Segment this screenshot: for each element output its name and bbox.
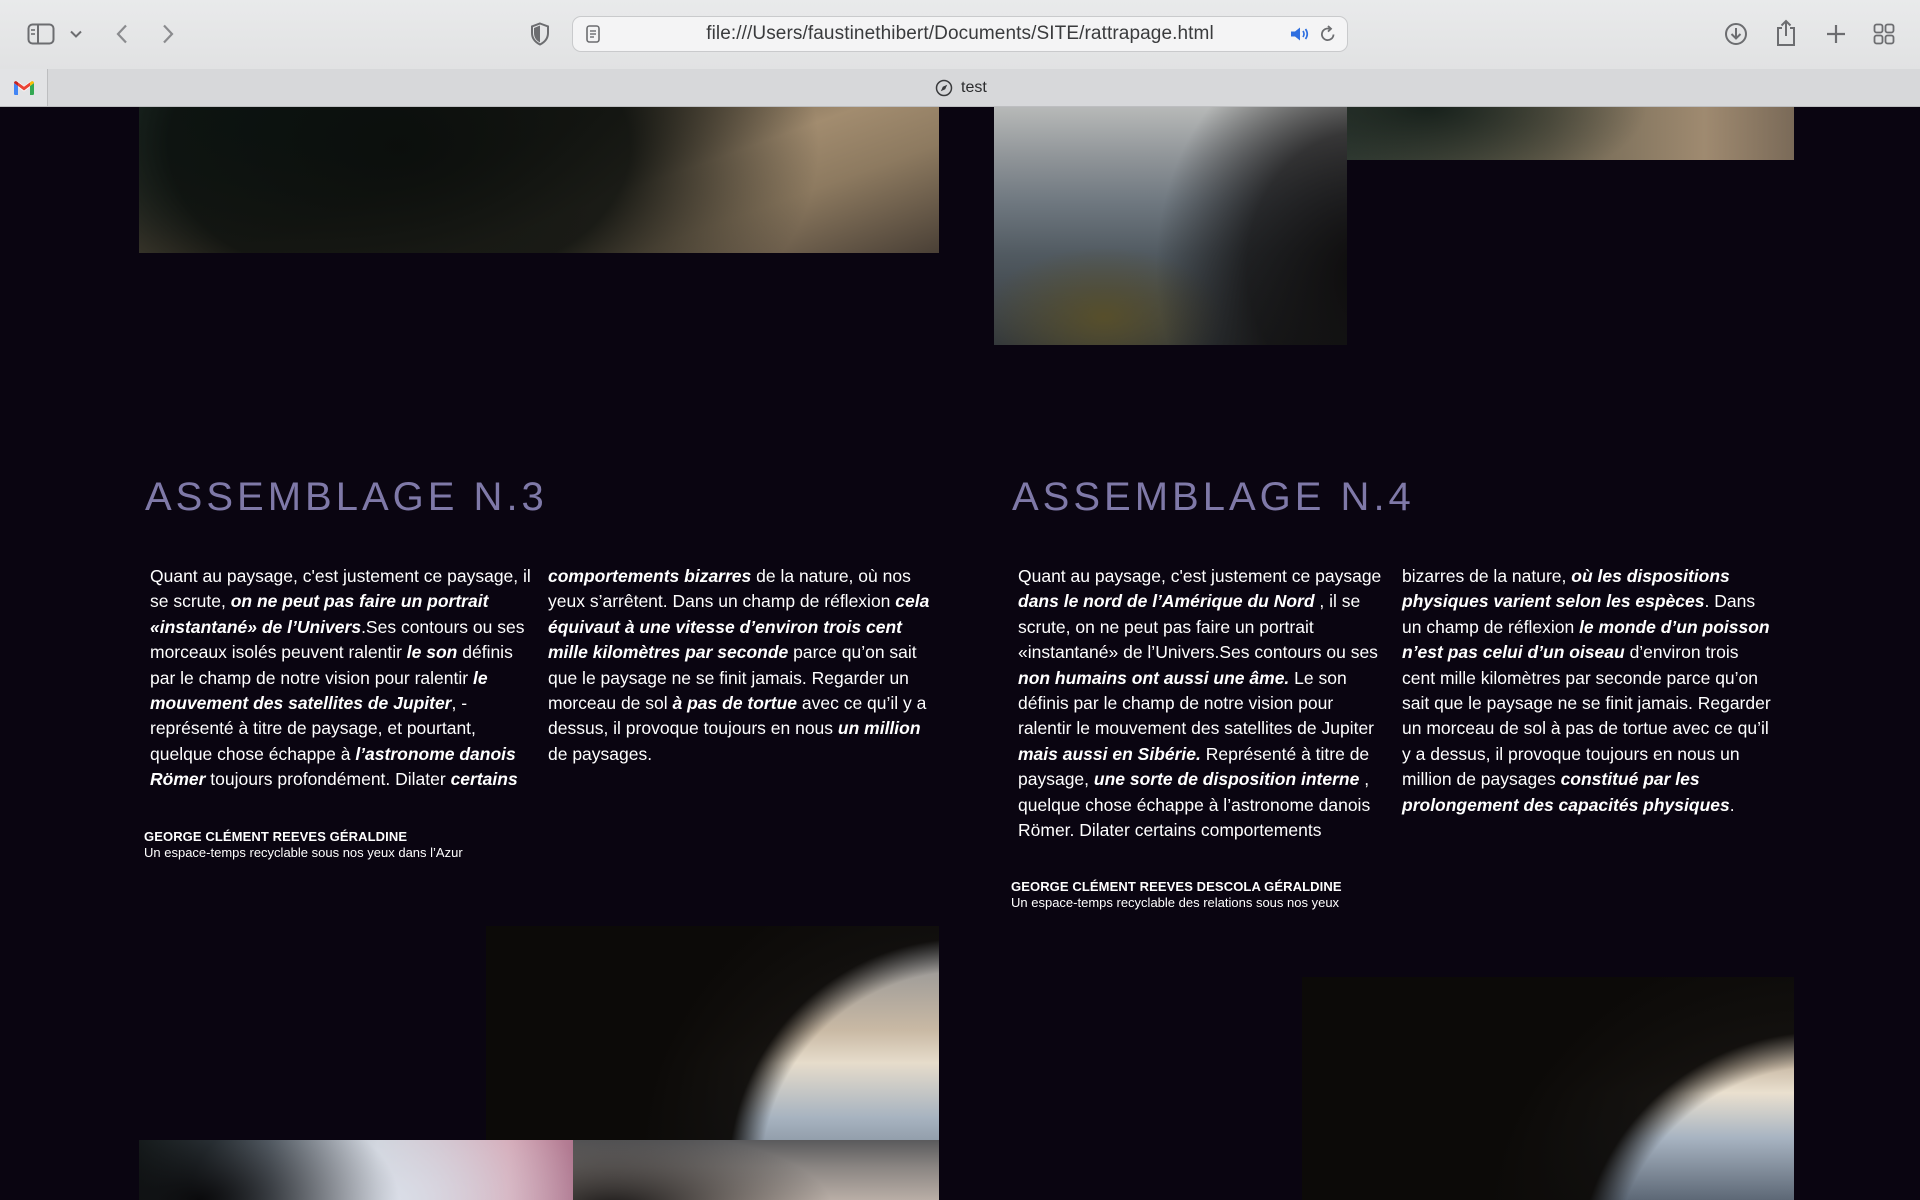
photo-pink-sky xyxy=(139,1140,573,1200)
emphasis-text: une sorte de disposition interne xyxy=(1093,769,1360,790)
emphasis-text: à pas de tortue xyxy=(672,693,797,714)
emphasis-text: le son xyxy=(406,642,458,663)
url-text[interactable]: file:///Users/faustinethibert/Documents/SITE/rattrapage.html xyxy=(706,23,1214,44)
section-3-author: GEORGE CLÉMENT REEVES GÉRALDINE xyxy=(144,829,408,844)
body-text: toujours profondément. Dilater xyxy=(205,769,451,790)
speaker-icon[interactable] xyxy=(1289,23,1311,45)
body-text: Quant au paysage, c'est justement ce paysage xyxy=(1018,566,1382,586)
emphasis-text: dans le nord de l’Amérique du Nord xyxy=(1018,591,1315,612)
emphasis-text: le monde d’un poisson n’est pas celui d’un oiseau xyxy=(1402,616,1770,663)
chevron-down-icon[interactable] xyxy=(68,24,84,44)
section-title-assemblage-3: ASSEMBLAGE N.3 xyxy=(145,475,548,519)
photo-dusk-clouds xyxy=(573,1140,939,1200)
body-text: , - représenté à titre de paysage, et pourtant, quelque chose échappe à xyxy=(150,693,476,764)
body-text: de paysages. xyxy=(548,743,653,764)
body-text: .Ses contours ou ses morceaux isolés peuvent ralentir xyxy=(150,616,525,663)
photo-beach-vignette xyxy=(139,107,939,253)
reload-icon[interactable] xyxy=(1317,23,1339,45)
body-text: Le son définis par le champ de notre vision pour ralentir le mouvement des satellites de Jupiter xyxy=(1018,667,1375,739)
body-text: . xyxy=(1729,794,1735,815)
section-4-subtitle: Un espace-temps recyclable des relations sous nos yeux xyxy=(1011,895,1340,910)
body-text: avec ce qu’il y a dessus, il provoque toujours en nous xyxy=(548,693,927,739)
photo-sea-cliff xyxy=(994,107,1347,345)
section-4-author: GEORGE CLÉMENT REEVES DESCOLA GÉRALDINE xyxy=(1011,879,1342,894)
gmail-icon xyxy=(13,80,35,96)
downloads-icon[interactable] xyxy=(1722,20,1750,48)
body-text: de la nature, où nos yeux s’arrêtent. Dans un champ de réflexion xyxy=(548,566,911,612)
tab-title: test xyxy=(961,78,987,96)
forward-icon[interactable] xyxy=(156,20,180,48)
emphasis-text: cela équivaut à une vitesse d’environ trois cent mille kilomètres par seconde xyxy=(548,591,930,663)
emphasis-text: l’astronome danois Römer xyxy=(150,743,516,790)
body-text: bizarres de la nature, xyxy=(1402,566,1572,586)
emphasis-text: un million xyxy=(837,718,921,739)
page-content xyxy=(0,107,1920,1200)
section-4-text-column-1 xyxy=(1018,564,1390,843)
new-tab-icon[interactable] xyxy=(1822,20,1850,48)
privacy-shield-icon[interactable] xyxy=(528,20,552,48)
body-text: , quelque chose échappe à l’astronome danois Römer. Dilater certains comportements xyxy=(1018,769,1371,841)
sidebar-toggle-icon[interactable] xyxy=(26,20,56,48)
section-title-assemblage-4: ASSEMBLAGE N.4 xyxy=(1012,475,1415,519)
emphasis-text: non humains ont aussi une âme. xyxy=(1018,667,1290,688)
emphasis-text: le mouvement des satellites de Jupiter xyxy=(150,667,488,714)
address-bar[interactable] xyxy=(572,16,1348,52)
section-3-text-column-2 xyxy=(548,564,933,767)
emphasis-text: comportements bizarres xyxy=(548,566,752,586)
emphasis-text: mais aussi en Sibérie. xyxy=(1018,743,1201,764)
emphasis-text: où les dispositions physiques varient selon les espèces xyxy=(1402,566,1730,612)
body-text: d’environ trois cent mille kilomètres par seconde parce qu’on sait que le paysage ne se finit jamais. Regarder un morceau de sol à pas de tortue avec ce qu’il y a dessus, il provoque toujours en nous un million de paysages xyxy=(1402,642,1771,790)
section-3-text-column-1 xyxy=(150,564,533,793)
back-icon[interactable] xyxy=(110,20,134,48)
tab-bar xyxy=(0,69,1920,107)
emphasis-text: constitué par les prolongement des capacités physiques xyxy=(1402,769,1730,815)
browser-toolbar xyxy=(0,0,1920,69)
body-text: . Dans un champ de réflexion xyxy=(1402,591,1756,637)
body-text: définis par le champ de notre vision pour ralentir xyxy=(150,642,513,688)
photo-horizon-vignette-right xyxy=(1302,977,1794,1200)
pinned-tab-gmail[interactable] xyxy=(0,69,48,106)
section-3-subtitle: Un espace-temps recyclable sous nos yeux dans l’Azur xyxy=(144,845,463,860)
body-text: , il se scrute, on ne peut pas faire un portrait «instantané» de l’Univers.Ses contours ou ses xyxy=(1018,591,1378,663)
share-icon[interactable] xyxy=(1772,18,1800,48)
compass-icon xyxy=(935,79,953,97)
emphasis-text: on ne peut pas faire un portrait «instantané» de l’Univers xyxy=(150,591,489,637)
body-text: Représenté à titre de paysage, xyxy=(1018,743,1370,790)
photo-beach-strip xyxy=(1347,107,1794,160)
section-4-text-column-2 xyxy=(1402,564,1774,818)
body-text: Quant au paysage, c'est justement ce paysage, il se scrute, xyxy=(150,566,531,612)
tab-overview-icon[interactable] xyxy=(1870,20,1898,48)
emphasis-text: certains xyxy=(450,769,518,790)
tab-active[interactable] xyxy=(935,69,987,106)
body-text: parce qu’on sait que le paysage ne se finit jamais. Regarder un morceau de sol xyxy=(548,642,917,714)
